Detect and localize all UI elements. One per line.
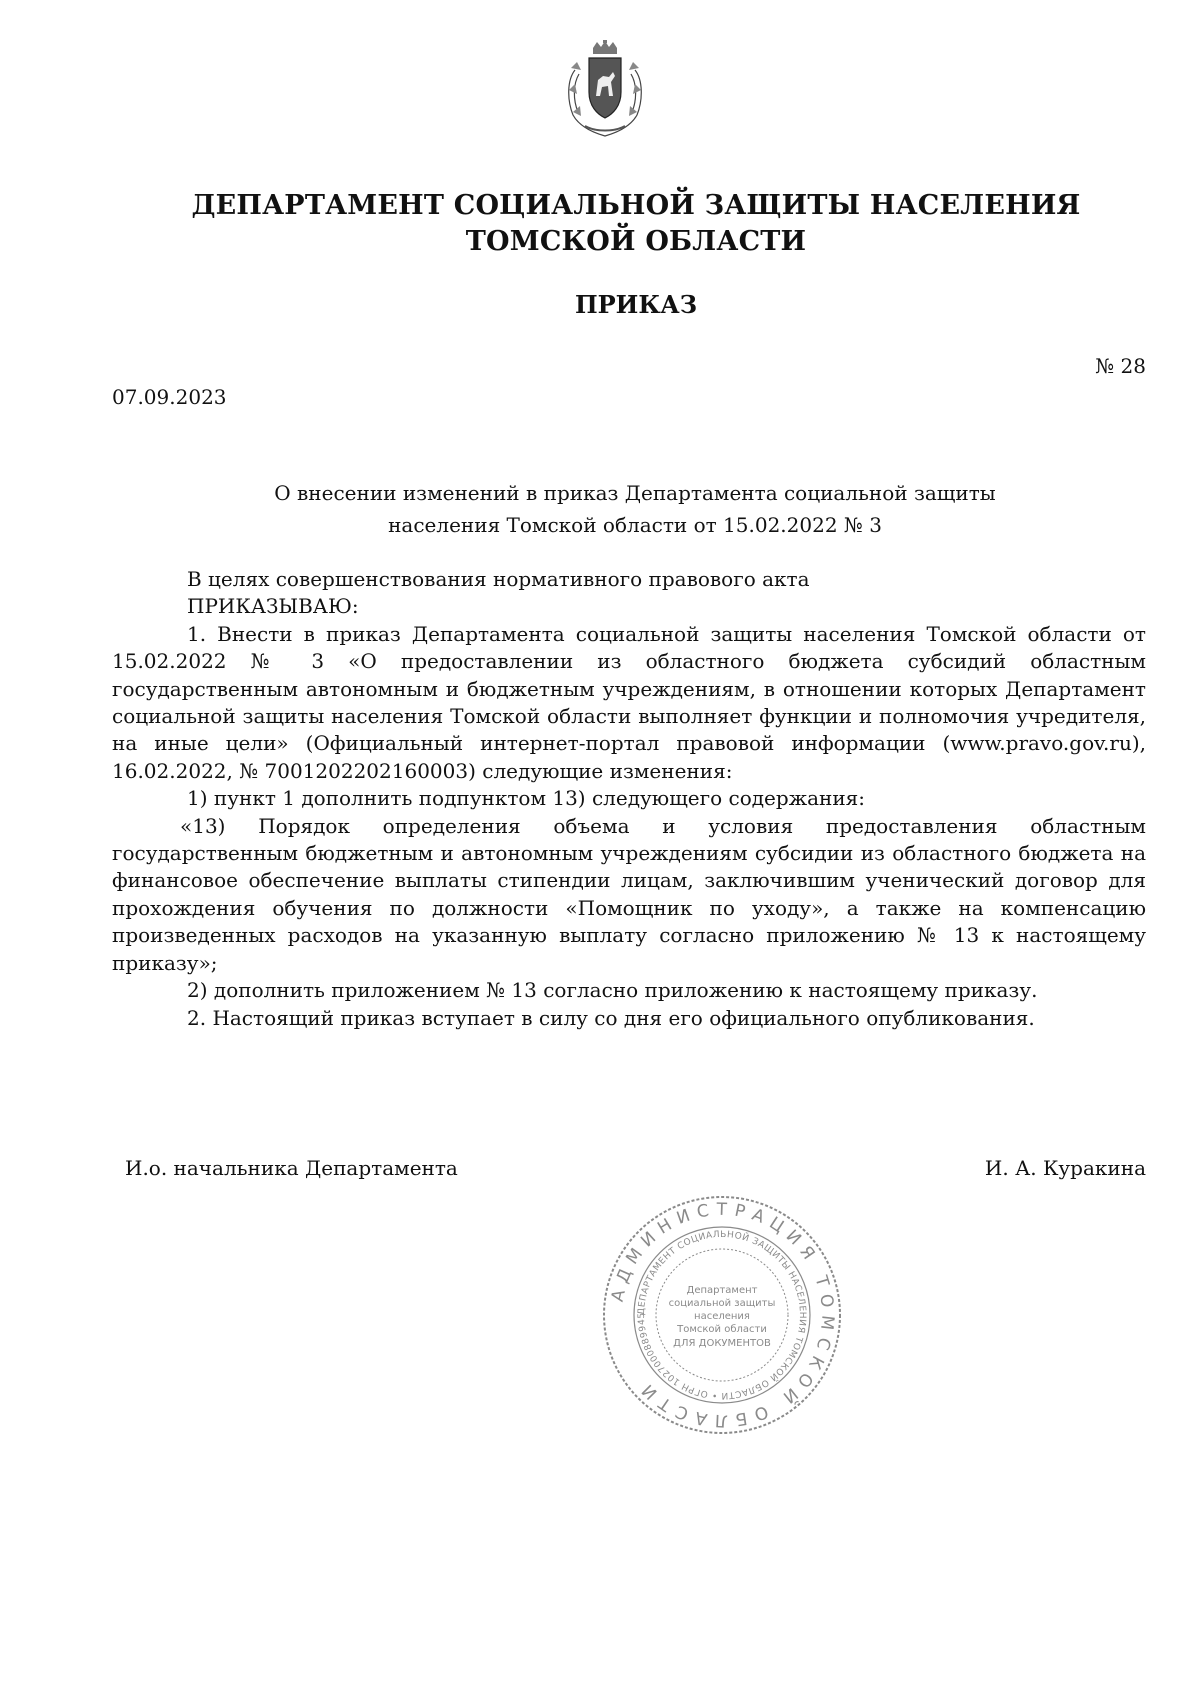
order-body — [112, 566, 1146, 1032]
seal-center-line-3: населения — [694, 1311, 750, 1322]
signatory-name: И. А. Куракина — [984, 1156, 1146, 1180]
official-seal-stamp — [600, 1193, 844, 1437]
subclause-1: 1) пункт 1 дополнить подпунктом 13) следующего содержания: — [187, 786, 866, 811]
seal-center-line-1: Департамент — [686, 1285, 758, 1296]
order-date: 07.09.2023 — [112, 385, 227, 409]
document-type: ПРИКАЗ — [574, 290, 698, 319]
order-subject-line1: О внесении изменений в приказ Департамента социальной защиты — [274, 481, 996, 505]
seal-center-line-5: ДЛЯ ДОКУМЕНТОВ — [673, 1338, 771, 1349]
seal-outer-text: АДМИНИСТРАЦИЯ ТОМСКОЙ ОБЛАСТИ — [607, 1199, 838, 1431]
preamble: В целях совершенствования нормативного правового акта — [187, 567, 810, 591]
subclause-2: 2) дополнить приложением № 13 согласно приложению к настоящему приказу. — [187, 978, 1038, 1003]
signatory-title: И.о. начальника Департамента — [125, 1156, 458, 1180]
seal-center-line-2: социальной защиты — [668, 1298, 776, 1309]
department-title — [0, 188, 1200, 260]
order-subject — [200, 477, 1070, 541]
order-word: ПРИКАЗЫВАЮ: — [187, 594, 359, 619]
department-title-line1: ДЕПАРТАМЕНТ СОЦИАЛЬНОЙ ЗАЩИТЫ НАСЕЛЕНИЯ — [191, 190, 1081, 221]
quoted-subclause-13: «13) Порядок определения объема и условия предоставления областным государственным бюджетным и автономным учреждениям субсидии из областного бюджета на финансовое обеспечение выплаты стипендии лицам, заключившим ученический договор для прохождения обучения по должности «Помощник по уходу», а также на компенсацию произведенных расходов на указанную выплату согласно приложению № 13 к настоящему приказу»; — [112, 813, 1146, 975]
clause-2: 2. Настоящий приказ вступает в силу со дня его официального опубликования. — [187, 1005, 1035, 1030]
seal-inner-text: ДЕПАРТАМЕНТ СОЦИАЛЬНОЙ ЗАЩИТЫ НАСЕЛЕНИЯ ТОМСКОЙ ОБЛАСТИ • ОГРН 1027000889945 — [636, 1229, 808, 1401]
coat-of-arms-emblem — [563, 40, 647, 140]
department-title-line2: ТОМСКОЙ ОБЛАСТИ — [465, 226, 807, 257]
clause-1: 1. Внести в приказ Департамента социальной защиты населения Томской области от 15.02.2022 № 3 «О предоставлении из областного бюджета субсидий областным государственным автономным и бюджетным учреждениям, в отношении которых Департамент социальной защиты населения Томской области выполняет функции и полномочия учредителя, на иные цели» (Официальный интернет-портал правовой информации (www.pravo.gov.ru), 16.02.2022, № 7001202202160003) следующие изменения: — [112, 621, 1146, 783]
order-subject-line2: населения Томской области от 15.02.2022 № 3 — [388, 513, 882, 537]
seal-center-line-4: Томской области — [677, 1324, 767, 1335]
order-number: № 28 — [1095, 354, 1146, 378]
